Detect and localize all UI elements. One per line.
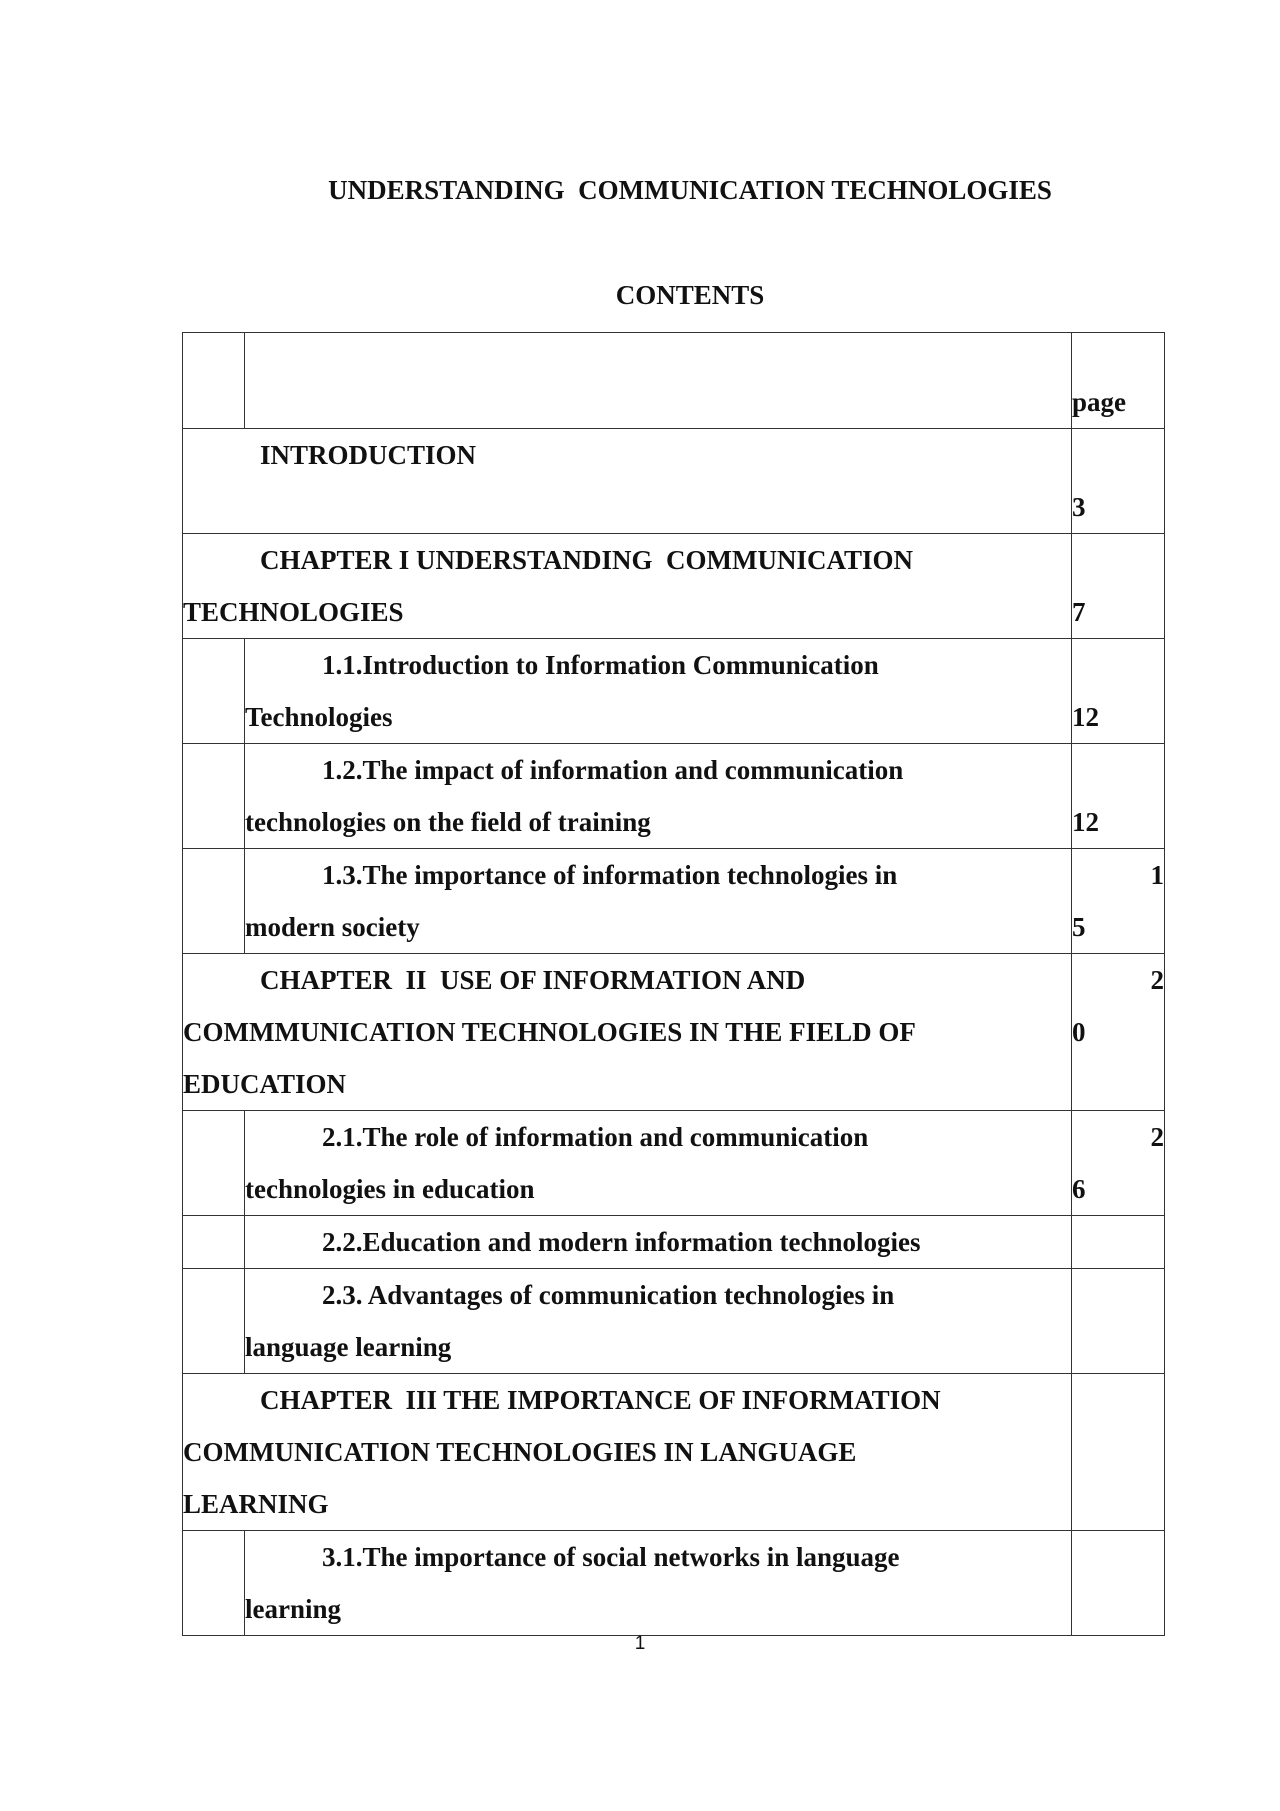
toc-header-page	[1072, 333, 1165, 429]
toc-entry-line: Technologies	[245, 702, 393, 732]
toc-blank-cell	[183, 1216, 245, 1269]
toc-row-chapter-2	[183, 954, 1165, 1111]
toc-page	[1072, 744, 1165, 849]
toc-row-section-1-1	[183, 639, 1165, 744]
toc-entry-line: technologies on the field of training	[245, 807, 651, 837]
toc-blank-cell	[183, 1531, 245, 1636]
toc-row-section-2-3	[183, 1269, 1165, 1374]
toc-page-number-part: 2	[1150, 1122, 1164, 1152]
toc-page-number-part: 6	[1072, 1174, 1086, 1204]
toc-blank-cell	[183, 1269, 245, 1374]
toc-header-row	[183, 333, 1165, 429]
toc-page-number-part: 2	[1150, 965, 1164, 995]
toc-entry-line: 1.3.The importance of information technologies in	[322, 860, 898, 890]
toc-entry-line: TECHNOLOGIES	[183, 597, 404, 627]
toc-row-section-1-2	[183, 744, 1165, 849]
document-title: UNDERSTANDING COMMUNICATION TECHNOLOGIES	[328, 175, 1052, 205]
toc-entry-label: INTRODUCTION	[260, 440, 477, 470]
toc-entry	[245, 1269, 1072, 1374]
toc-page-number-part: 5	[1072, 912, 1086, 942]
toc-entry-line: 1.2.The impact of information and communication	[322, 755, 904, 785]
toc-row-chapter-1	[183, 534, 1165, 639]
toc-row-section-3-1	[183, 1531, 1165, 1636]
toc-entry-line: 3.1.The importance of social networks in language	[322, 1542, 900, 1572]
toc-page	[1072, 1531, 1165, 1636]
toc-page	[1072, 849, 1165, 954]
toc-entry-line: technologies in education	[245, 1174, 535, 1204]
toc-page-number: 7	[1072, 597, 1086, 627]
toc-entry	[183, 429, 1072, 534]
toc-entry-line: learning	[245, 1594, 342, 1624]
toc-blank-cell	[183, 1111, 245, 1216]
toc-blank-cell	[183, 849, 245, 954]
toc-entry-line: 1.1.Introduction to Information Communication	[322, 650, 879, 680]
toc-entry-line: 2.3. Advantages of communication technologies in	[322, 1280, 895, 1310]
toc-page	[1072, 1216, 1165, 1269]
toc-page-number-part: 0	[1072, 1017, 1086, 1047]
toc-entry	[245, 639, 1072, 744]
toc-page-number: 12	[1072, 807, 1099, 837]
page-column-header: page	[1072, 387, 1126, 417]
toc-entry-line: EDUCATION	[183, 1069, 347, 1099]
toc-entry-line: language learning	[245, 1332, 452, 1362]
toc-entry	[183, 954, 1072, 1111]
toc-row-chapter-3	[183, 1374, 1165, 1531]
toc-entry	[245, 1531, 1072, 1636]
toc-page	[1072, 954, 1165, 1111]
toc-blank-cell	[183, 639, 245, 744]
toc-entry-line: 2.2.Education and modern information technologies	[322, 1227, 921, 1257]
table-of-contents	[182, 332, 1165, 1636]
toc-entry-line: COMMUNICATION TECHNOLOGIES IN LANGUAGE	[183, 1437, 857, 1467]
toc-entry	[245, 1216, 1072, 1269]
toc-row-section-1-3	[183, 849, 1165, 954]
toc-page	[1072, 1374, 1165, 1531]
toc-page-number: 12	[1072, 702, 1099, 732]
toc-page	[1072, 1111, 1165, 1216]
toc-entry-line: COMMMUNICATION TECHNOLOGIES IN THE FIELD OF	[183, 1017, 916, 1047]
toc-row-section-2-2	[183, 1216, 1165, 1269]
toc-row-introduction	[183, 429, 1165, 534]
page-number: 1	[634, 1633, 646, 1654]
toc-entry-line: 2.1.The role of information and communication	[322, 1122, 869, 1152]
toc-page	[1072, 639, 1165, 744]
toc-entry-line: CHAPTER III THE IMPORTANCE OF INFORMATION	[260, 1385, 941, 1415]
toc-page-number: 3	[1072, 492, 1086, 522]
toc-entry	[183, 1374, 1072, 1531]
toc-blank-cell	[183, 744, 245, 849]
contents-heading: CONTENTS	[615, 280, 765, 310]
toc-entry	[183, 534, 1072, 639]
toc-entry	[245, 849, 1072, 954]
toc-entry	[245, 1111, 1072, 1216]
toc-header-blank	[183, 333, 245, 429]
toc-entry-line: CHAPTER II USE OF INFORMATION AND	[260, 965, 806, 995]
toc-header-blank	[245, 333, 1072, 429]
toc-page	[1072, 429, 1165, 534]
toc-entry-line: modern society	[245, 912, 420, 942]
toc-page-number-part: 1	[1150, 860, 1164, 890]
toc-row-section-2-1	[183, 1111, 1165, 1216]
toc-entry-line: LEARNING	[183, 1489, 329, 1519]
toc-page	[1072, 534, 1165, 639]
toc-page	[1072, 1269, 1165, 1374]
toc-entry	[245, 744, 1072, 849]
toc-entry-line: CHAPTER I UNDERSTANDING COMMUNICATION	[260, 545, 914, 575]
